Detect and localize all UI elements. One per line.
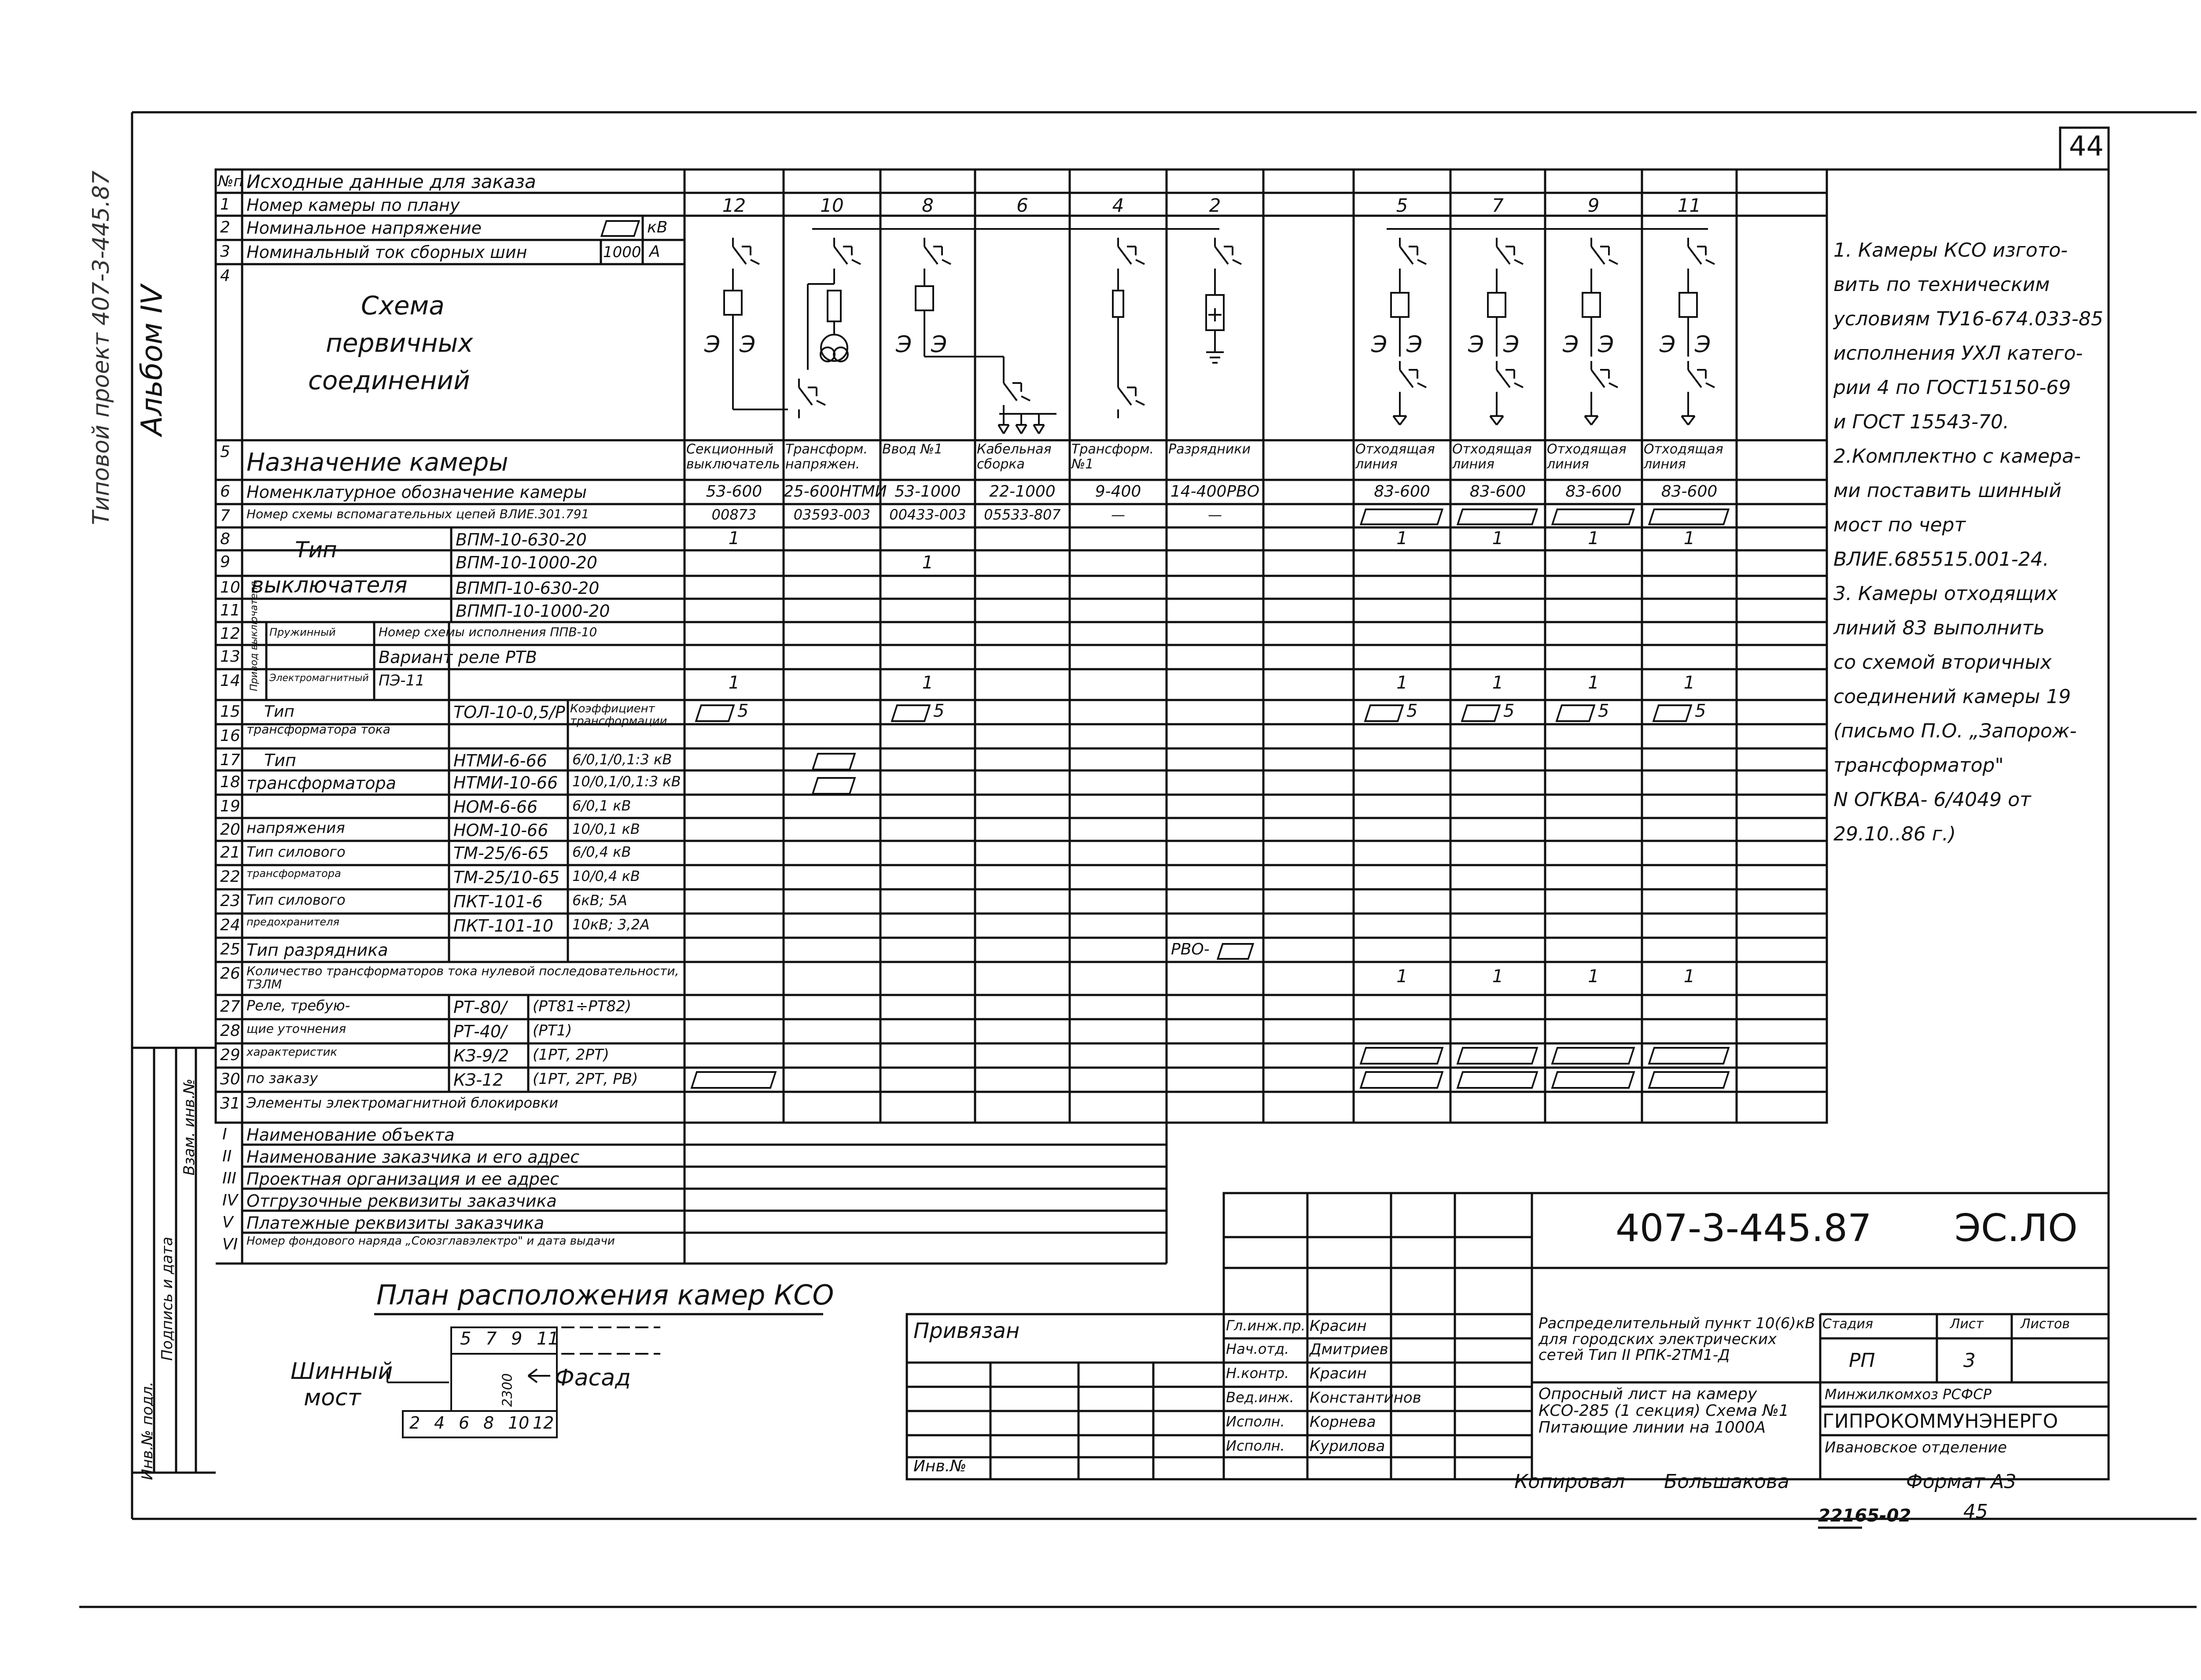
row-number: 17 [220, 751, 240, 769]
note-line: ми поставить шинный [1833, 479, 2062, 502]
header-num: №п [218, 173, 243, 190]
row-label: ТОЛ-10-0,5/Р [453, 703, 565, 722]
roman-number: VI [222, 1235, 238, 1253]
breaker-type-label-2: выключателя [251, 572, 408, 598]
row-number: 10 [220, 578, 240, 597]
ct-ratio: 5 [737, 701, 749, 721]
row-number: 11 [220, 601, 240, 619]
roman-number: V [222, 1213, 233, 1231]
staff-role: Н.контр. [1226, 1365, 1289, 1382]
row-label: ТМ-25/10-65 [453, 868, 560, 887]
note-line: мост по черт [1833, 514, 1966, 536]
camera-number: 5 [1396, 195, 1408, 216]
org-institute: ГИПРОКОММУНЭНЕРГО [1822, 1410, 2058, 1433]
row-ratio: 6/0,4 кВ [572, 844, 631, 860]
row-number: 2 [220, 218, 230, 236]
drive-qty: 1 [1396, 673, 1408, 693]
note-line: линий 83 выполнить [1833, 617, 2045, 639]
row-number: 23 [220, 892, 240, 910]
row-number: 5 [220, 443, 230, 461]
staff-name: Красин [1310, 1317, 1367, 1335]
power-tr-label-2: трансформатора [247, 867, 341, 880]
drive-label: Привод выключателя [249, 581, 260, 691]
drawing-mark: ЭС.ЛО [1954, 1206, 2078, 1250]
camera-code: 83-600 [1661, 483, 1718, 501]
camera-code: 83-600 [1565, 483, 1622, 501]
staff-role: Гл.инж.пр. [1226, 1317, 1306, 1334]
row-number: 14 [220, 672, 240, 690]
copied-label: Копировал [1514, 1470, 1625, 1493]
relay-label-2: щие уточнения [247, 1021, 346, 1036]
row-label: Элементы электромагнитной блокировки [247, 1094, 559, 1111]
org-branch: Ивановское отделение [1825, 1439, 2007, 1456]
row-label: РТ-40/ [453, 1022, 507, 1041]
fuse-label-1: Тип силового [247, 892, 346, 908]
breaker-qty: 1 [1396, 528, 1408, 549]
staff-role: Исполн. [1226, 1413, 1285, 1430]
vt-box [812, 777, 856, 795]
row-label: КЗ-9/2 [453, 1046, 509, 1065]
row-number: 28 [220, 1022, 240, 1040]
side-stamp-album: Альбом IV [135, 285, 169, 436]
ct-type-label-2: трансформатора тока [247, 722, 390, 737]
note-line: 1. Камеры КСО изгото- [1833, 239, 2068, 262]
header-title: Исходные данные для заказа [247, 171, 536, 192]
camera-number: 6 [1016, 195, 1028, 216]
row-ratio: 10/0,1/0,1:3 кВ [572, 773, 681, 790]
row-extra: (РТ1) [533, 1022, 572, 1039]
note-line: ВЛИЕ.685515.001-24. [1833, 548, 2049, 571]
row-label: НОМ-6-66 [453, 797, 538, 817]
fuse-label-2: предохранителя [247, 916, 339, 928]
row-ratio: 10/0,1 кВ [572, 821, 640, 837]
relay-box [1551, 1071, 1635, 1089]
relay-box [1360, 1071, 1444, 1089]
svg-text:Э: Э [1371, 332, 1388, 358]
ct-ratio: 5 [1598, 701, 1609, 721]
roman-label: Наименование заказчика и его адрес [247, 1147, 580, 1167]
camera-scheme: 00873 [711, 506, 757, 523]
ct-ratio: 5 [1406, 701, 1418, 721]
svg-text:Э: Э [1503, 332, 1520, 358]
relay-label-4: по заказу [247, 1070, 318, 1087]
row-label: Номер схемы вспомагательных цепей ВЛИЕ.301.791 [247, 507, 589, 521]
scheme-box [1457, 508, 1538, 525]
relay-box [1457, 1071, 1538, 1089]
svg-text:Э: Э [704, 332, 721, 358]
svg-text:Э: Э [1660, 332, 1676, 358]
relay-box [1648, 1047, 1730, 1065]
row-number: 9 [220, 553, 230, 571]
camera-number: 10 [820, 195, 844, 216]
sheet-value: 3 [1963, 1349, 1976, 1372]
row-label: ПЭ-11 [379, 672, 425, 689]
row-number: 1 [220, 195, 230, 214]
note-line: соединений камеры 19 [1833, 685, 2071, 708]
camera-purpose: Разрядники [1168, 442, 1251, 457]
side-stamp-project: Типовой проект 407-3-445.87 [88, 170, 114, 525]
roman-number: IV [222, 1191, 238, 1209]
row-label: Количество трансформаторов тока нулевой последовательности, ТЗЛМ [247, 964, 679, 991]
camera-number: 11 [1677, 195, 1701, 216]
camera-scheme: 05533-807 [984, 506, 1061, 523]
arrester-type: РВО- [1171, 940, 1210, 958]
spring-label: Пружинный [269, 626, 336, 638]
note-line: и ГОСТ 15543-70. [1833, 411, 2010, 433]
camera-code: 83-600 [1469, 483, 1526, 501]
row-label: ПКТ-101-6 [453, 892, 543, 911]
drive-qty: 1 [728, 673, 740, 693]
plan-cell-top: 9 [511, 1329, 523, 1349]
camera-scheme: 03593-003 [793, 506, 871, 523]
row-number: 20 [220, 821, 240, 839]
bus-bridge-label: Шинный [291, 1358, 393, 1385]
staff-name: Дмитриев [1310, 1341, 1388, 1358]
row-number: 26 [220, 965, 240, 983]
plan-cell-bottom: 8 [483, 1413, 494, 1433]
bus-bridge-label: мост [304, 1385, 361, 1411]
ct-box [1653, 704, 1693, 722]
side-col-replace: Взам. инв.№ [180, 1078, 198, 1176]
camera-scheme: — [1111, 506, 1125, 523]
row-label: Номинальное напряжение [247, 218, 482, 238]
row-number: 22 [220, 868, 240, 886]
row-number: 21 [220, 844, 240, 862]
relay-box [691, 1071, 777, 1089]
camera-code: 53-600 [706, 483, 762, 501]
ct-box [1364, 704, 1404, 722]
row-label: ВПМП-10-630-20 [456, 578, 600, 598]
staff-role: Нач.отд. [1226, 1341, 1289, 1357]
power-tr-label-1: Тип силового [247, 844, 346, 860]
svg-text:Э: Э [1563, 332, 1579, 358]
staff-name: Красин [1310, 1365, 1367, 1382]
vt-type-label-3: напряжения [247, 819, 345, 837]
camera-purpose: Трансформ. напряжен. [785, 442, 868, 472]
svg-text:Э: Э [1468, 332, 1484, 358]
row-unit: А [649, 243, 660, 261]
row-number: 24 [220, 916, 240, 934]
drive-qty: 1 [1492, 673, 1504, 693]
bottom-number: 45 [1963, 1500, 1988, 1523]
roman-label: Отгрузочные реквизиты заказчика [247, 1191, 557, 1211]
breaker-qty: 1 [1492, 528, 1504, 549]
note-line: рии 4 по ГОСТ15150-69 [1833, 376, 2071, 399]
row-label: НОМ-10-66 [453, 821, 548, 840]
camera-purpose: Отходящая линия [1355, 442, 1435, 472]
plan-cell-bottom: 4 [434, 1413, 445, 1433]
plan-cell-top: 7 [486, 1329, 497, 1349]
ct-box [891, 704, 931, 722]
camera-code: 25-600НТМИ [784, 483, 887, 501]
camera-scheme: — [1208, 506, 1222, 523]
camera-purpose: Отходящая линия [1644, 442, 1723, 472]
row-ratio: 10кВ; 3,2А [572, 916, 650, 933]
ct-ratio: 5 [1695, 701, 1706, 721]
relay-label-3: характеристик [247, 1046, 338, 1059]
roman-number: III [222, 1169, 236, 1187]
camera-number: 2 [1209, 195, 1221, 216]
row-number: 4 [220, 267, 230, 285]
camera-number: 4 [1112, 195, 1124, 216]
side-col-sign: Подпись и дата [158, 1237, 176, 1361]
relay-box [1648, 1071, 1730, 1089]
staff-role: Вед.инж. [1226, 1389, 1294, 1406]
row-ratio: 6/0,1 кВ [572, 797, 631, 814]
scheme-box [1360, 508, 1443, 525]
row-label: Номенклатурное обозначение камеры [247, 483, 587, 502]
svg-text:Э: Э [1598, 332, 1614, 358]
svg-text:Э: Э [896, 332, 912, 358]
breaker-qty: 1 [1588, 528, 1599, 549]
ct-ratio: 5 [1503, 701, 1515, 721]
camera-number: 9 [1587, 195, 1600, 216]
row-number: 6 [220, 483, 230, 501]
svg-text:Э: Э [1406, 332, 1423, 358]
schematic-label: первичных [326, 328, 473, 358]
row-extra: (1РТ, 2РТ) [533, 1046, 609, 1064]
zct-qty: 1 [1396, 966, 1408, 987]
schematic-label: соединений [308, 365, 470, 395]
breaker-qty: 1 [728, 528, 740, 549]
camera-code: 53-1000 [894, 483, 961, 501]
plan-dimension: 2300 [500, 1373, 515, 1407]
zct-qty: 1 [1683, 966, 1695, 987]
stage-header: Стадия [1822, 1316, 1873, 1332]
bound-label: Привязан [913, 1319, 1020, 1343]
camera-purpose: Ввод №1 [882, 442, 943, 457]
plan-cell-bottom: 12 [533, 1413, 554, 1433]
row-number: 18 [220, 773, 240, 791]
camera-number: 12 [722, 195, 746, 216]
sheets-header: Листов [2021, 1316, 2070, 1332]
camera-number: 7 [1492, 195, 1504, 216]
row-number: 19 [220, 797, 240, 815]
breaker-qty: 1 [1683, 528, 1695, 549]
bottom-code: 22165-02 [1818, 1506, 1911, 1526]
staff-name: Константинов [1310, 1389, 1421, 1407]
camera-purpose: Отходящая линия [1547, 442, 1627, 472]
ct-ratio: 5 [933, 701, 945, 721]
camera-code: 14-400РВО [1170, 483, 1260, 501]
row-number: 13 [220, 648, 240, 666]
vt-type-label-1: Тип [264, 751, 296, 770]
breaker-qty: 1 [922, 553, 934, 573]
plan-cell-bottom: 10 [508, 1413, 530, 1433]
row-number: 29 [220, 1046, 240, 1064]
vt-box [812, 753, 856, 770]
scheme-box [1551, 508, 1635, 525]
note-line: трансформатор" [1833, 754, 2004, 777]
roman-label: Наименование объекта [247, 1125, 455, 1145]
ct-coef-label: Коэффициент трансформации [570, 702, 667, 728]
plan-cell-bottom: 6 [459, 1413, 470, 1433]
svg-text:Э: Э [931, 332, 947, 358]
note-line: условиям ТУ16-674.033-85 [1833, 308, 2103, 330]
row-label: ТМ-25/6-65 [453, 844, 549, 863]
zct-qty: 1 [1492, 966, 1504, 987]
sheet-number: 44 [2069, 130, 2104, 162]
format-label: Формат А3 [1906, 1470, 2017, 1493]
row-ratio: 6кВ; 5А [572, 892, 627, 909]
row-label: Назначение камеры [247, 448, 508, 477]
svg-text:Э: Э [1695, 332, 1711, 358]
camera-purpose: Отходящая линия [1452, 442, 1532, 472]
note-line: 3. Камеры отходящих [1833, 582, 2058, 605]
sheet-header: Лист [1950, 1316, 1984, 1332]
ct-type-label-1: Тип [264, 703, 294, 721]
camera-code: 22-1000 [989, 483, 1056, 501]
staff-role: Исполн. [1226, 1437, 1285, 1454]
side-col-inv: Инв.№ подл. [139, 1382, 156, 1480]
row-label: Номер схемы исполнения ППВ-10 [379, 625, 597, 639]
roman-label: Номер фондового наряда „Союзглавэлектро" и дата выдачи [247, 1234, 615, 1248]
org-ministry: Минжилкомхоз РСФСР [1825, 1386, 1991, 1403]
relay-box [1457, 1047, 1538, 1065]
row-number: 3 [220, 243, 230, 261]
staff-name: Курилова [1310, 1437, 1385, 1455]
roman-number: II [222, 1147, 232, 1165]
camera-code: 9-400 [1095, 483, 1141, 501]
camera-code: 83-600 [1374, 483, 1430, 501]
arrester-box [1217, 943, 1254, 960]
ct-box [1556, 704, 1596, 722]
roman-label: Платежные реквизиты заказчика [247, 1213, 545, 1233]
relay-box [1551, 1047, 1635, 1065]
camera-purpose: Секционный выключатель [686, 442, 780, 472]
staff-name: Корнева [1310, 1413, 1376, 1431]
row-label: РТ-80/ [453, 998, 507, 1017]
row-label: КЗ-12 [453, 1070, 504, 1090]
row-value: 1000 [603, 243, 641, 261]
row-number: 15 [220, 703, 240, 721]
scheme-box [1648, 508, 1730, 525]
row-label: Вариант реле РТВ [379, 648, 537, 667]
notes [1833, 233, 2102, 851]
row-label: НТМИ-10-66 [453, 773, 558, 792]
note-line: со схемой вторичных [1833, 651, 2052, 674]
note-line: (письмо П.О. „Запорож- [1833, 720, 2077, 742]
row-ratio: 10/0,4 кВ [572, 868, 640, 884]
row-number: 30 [220, 1070, 240, 1088]
row-extra: (1РТ, 2РТ, РВ) [533, 1070, 638, 1088]
plan-cell-top: 5 [460, 1329, 471, 1349]
note-line: N ОГКВА- 6/4049 от [1833, 788, 2031, 811]
roman-number: I [222, 1125, 227, 1143]
inv-label: Инв.№ [913, 1457, 967, 1475]
zct-qty: 1 [1588, 966, 1599, 987]
row-number: 31 [220, 1094, 240, 1113]
row-label: НТМИ-6-66 [453, 751, 547, 770]
note-line: вить по техническим [1833, 273, 2050, 296]
camera-number: 8 [922, 195, 934, 216]
row-number: 27 [220, 998, 240, 1016]
svg-text:Э: Э [740, 332, 756, 358]
note-line: исполнения УХЛ катего- [1833, 342, 2083, 365]
row-label: ВПМ-10-1000-20 [456, 553, 597, 572]
row-number: 16 [220, 727, 240, 745]
camera-purpose: Кабельная сборка [977, 442, 1052, 472]
facade-label: Фасад [555, 1365, 631, 1391]
relay-label-1: Реле, требую- [247, 997, 350, 1014]
drawing-code: 407-3-445.87 [1616, 1206, 1872, 1250]
title-desc-1: Распределительный пункт 10(6)кВ для городских электрических сетей Тип II РПК-2ТМ1-Д [1538, 1315, 1815, 1364]
title-desc-2: Опросный лист на камеру КСО-285 (1 секция) Схема №1 Питающие линии на 1000А [1538, 1385, 1789, 1437]
note-line: 29.10..86 г.) [1833, 823, 1956, 845]
row-number: 12 [220, 625, 240, 643]
plan-cell-bottom: 2 [409, 1413, 420, 1433]
row-ratio: 6/0,1/0,1:3 кВ [572, 751, 672, 768]
copier-name: Большакова [1664, 1470, 1789, 1493]
row-label: ВПМ-10-630-20 [456, 530, 587, 549]
note-line: 2.Комплектно с камера- [1833, 445, 2081, 468]
stage-value: РП [1849, 1349, 1875, 1372]
camera-scheme: 00433-003 [889, 506, 966, 523]
row-label: Номинальный ток сборных шин [247, 243, 527, 262]
breaker-type-label-1: Тип [295, 537, 337, 563]
row-label: ПКТ-101-10 [453, 916, 554, 936]
vt-type-label-2: трансформатора [247, 774, 396, 793]
row-label: Номер камеры по плану [247, 195, 460, 215]
drive-qty: 1 [922, 673, 934, 693]
plan-title: План расположения камер КСО [376, 1279, 834, 1311]
row-number: 25 [220, 940, 240, 958]
row-unit: кВ [647, 218, 668, 236]
schematic-label: Схема [361, 291, 445, 321]
camera-purpose: Трансформ. №1 [1071, 442, 1154, 472]
row-number: 7 [220, 507, 230, 525]
relay-box [1360, 1047, 1444, 1065]
plan-cell-top: 11 [537, 1329, 559, 1349]
row-label: Тип разрядника [247, 940, 388, 960]
row-label: ВПМП-10-1000-20 [456, 601, 610, 621]
row-number: 8 [220, 530, 230, 548]
drive-qty: 1 [1683, 673, 1695, 693]
ct-box [1461, 704, 1501, 722]
roman-label: Проектная организация и ее адрес [247, 1169, 559, 1189]
ct-box [695, 704, 735, 722]
row-extra: (РТ81÷РТ82) [533, 998, 632, 1015]
electromagnetic-label: Электромагнитный [269, 673, 369, 684]
voltage-box [600, 220, 640, 237]
drive-qty: 1 [1588, 673, 1599, 693]
